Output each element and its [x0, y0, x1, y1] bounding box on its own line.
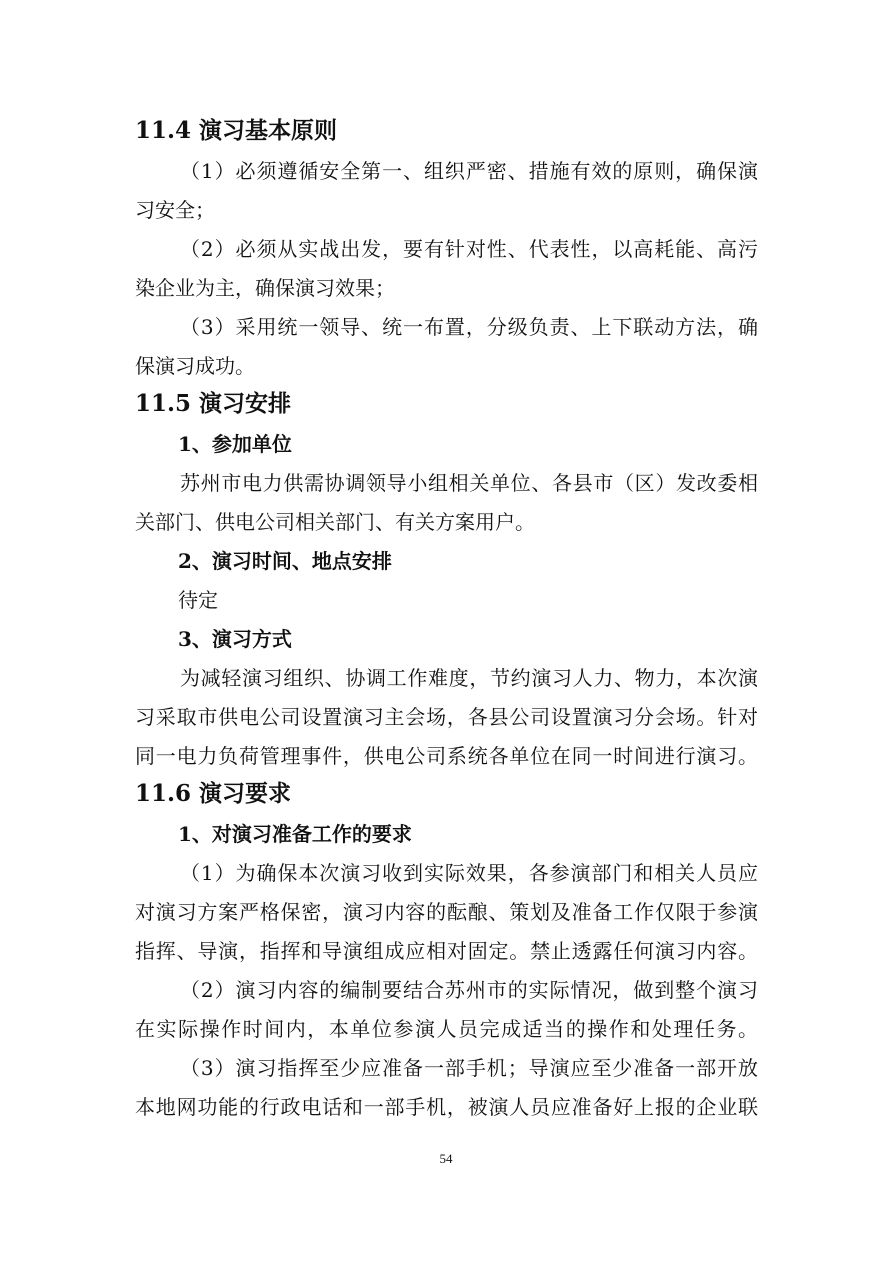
paragraph-line: 待定: [178, 588, 218, 612]
paragraph-line: 关部门、供电公司相关部门、有关方案用户。: [135, 510, 535, 534]
paragraph-line: 染企业为主，确保演习效果；: [135, 276, 395, 300]
subheading: 1、对演习准备工作的要求: [178, 822, 412, 846]
section-heading-11-5: 11.5 演习安排: [135, 390, 292, 417]
paragraph-line: （1）为确保本次演习收到实际效果，各参演部门和相关人员应: [180, 861, 758, 885]
subheading: 1、参加单位: [178, 432, 292, 456]
paragraph-line: 为减轻演习组织、协调工作难度，节约演习人力、物力，本次演: [180, 666, 758, 690]
paragraph-line: 苏州市电力供需协调领导小组相关单位、各县市（区）发改委相: [180, 471, 758, 495]
paragraph-line: （2）必须从实战出发，要有针对性、代表性，以高耗能、高污: [180, 237, 758, 261]
paragraph-line: 习采取市供电公司设置演习主会场，各县公司设置演习分会场。针对: [135, 705, 758, 729]
paragraph-line: 习安全；: [135, 198, 215, 222]
paragraph-line: 指挥、导演，指挥和导演组成应相对固定。禁止透露任何演习内容。: [135, 939, 758, 963]
paragraph-line: （2）演习内容的编制要结合苏州市的实际情况，做到整个演习: [180, 978, 758, 1002]
paragraph-line: （1）必须遵循安全第一、组织严密、措施有效的原则，确保演: [180, 159, 758, 183]
section-heading-11-6: 11.6 演习要求: [135, 780, 292, 807]
page-number: 54: [439, 1151, 453, 1166]
paragraph-line: （3）演习指挥至少应准备一部手机；导演应至少准备一部开放: [180, 1056, 758, 1080]
paragraph-line: （3）采用统一领导、统一布置，分级负责、上下联动方法，确: [180, 315, 758, 339]
paragraph-line: 保演习成功。: [135, 354, 255, 378]
paragraph-line: 在实际操作时间内，本单位参演人员完成适当的操作和处理任务。: [135, 1017, 758, 1041]
subheading: 2、演习时间、地点安排: [178, 549, 392, 573]
paragraph-line: 同一电力负荷管理事件，供电公司系统各单位在同一时间进行演习。: [135, 744, 758, 768]
paragraph-line: 本地网功能的行政电话和一部手机，被演人员应准备好上报的企业联: [135, 1095, 758, 1119]
section-heading-11-4: 11.4 演习基本原则: [135, 117, 338, 144]
paragraph-line: 对演习方案严格保密，演习内容的酝酿、策划及准备工作仅限于参演: [135, 900, 758, 924]
subheading: 3、演习方式: [178, 627, 292, 651]
